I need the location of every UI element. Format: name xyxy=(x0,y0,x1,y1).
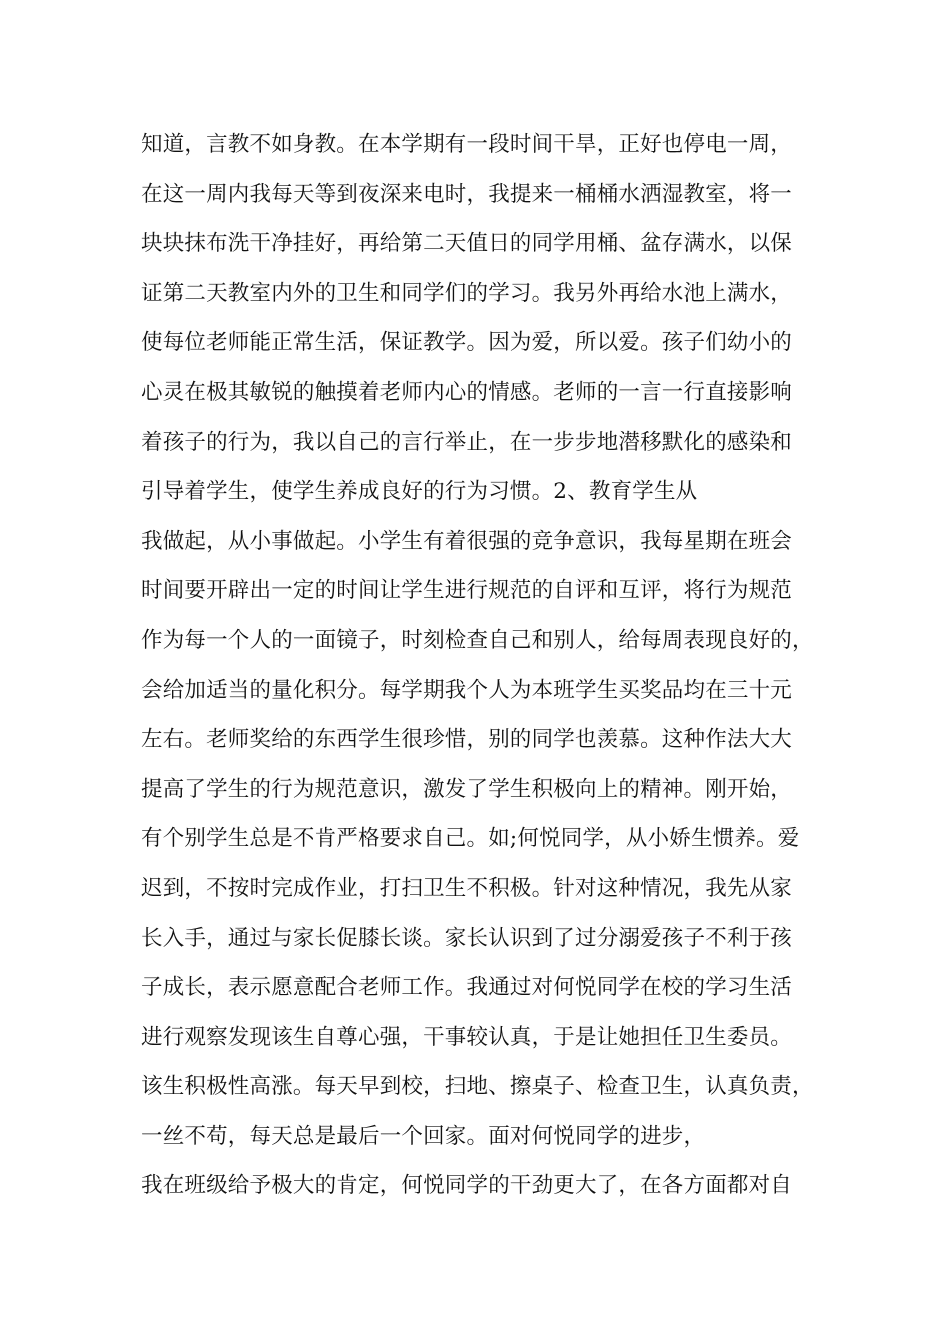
text-line: 提高了学生的行为规范意识，激发了学生积极向上的精神。刚开始， xyxy=(141,776,793,802)
text-line: 我做起，从小事做起。小学生有着很强的竞争意识，我每星期在班会 xyxy=(141,528,793,554)
text-line: 迟到，不按时完成作业，打扫卫生不积极。针对这种情况，我先从家 xyxy=(141,875,793,901)
text-line: 进行观察发现该生自尊心强，干事较认真，于是让她担任卫生委员。 xyxy=(141,1024,793,1050)
text-line: 一丝不苟，每天总是最后一个回家。面对何悦同学的进步， xyxy=(141,1123,706,1149)
text-line: 左右。老师奖给的东西学生很珍惜，别的同学也羡慕。这种作法大大 xyxy=(141,727,793,753)
text-line: 我在班级给予极大的肯定，何悦同学的干劲更大了，在各方面都对自 xyxy=(141,1173,793,1199)
text-line: 有个别学生总是不肯严格要求自己。如;何悦同学，从小娇生惯养。爱 xyxy=(141,826,800,852)
text-line: 该生积极性高涨。每天早到校，扫地、擦桌子、检查卫生，认真负责， xyxy=(141,1074,814,1100)
text-line: 证第二天教室内外的卫生和同学们的学习。我另外再给水池上满水， xyxy=(141,280,793,306)
text-line: 会给加适当的量化积分。每学期我个人为本班学生买奖品均在三十元 xyxy=(141,677,793,703)
text-line: 引导着学生，使学生养成良好的行为习惯。2、教育学生从 xyxy=(141,479,698,505)
text-line: 在这一周内我每天等到夜深来电时，我提来一桶桶水洒湿教室，将一 xyxy=(141,181,793,207)
body-text xyxy=(141,120,841,1211)
text-line: 时间要开辟出一定的时间让学生进行规范的自评和互评，将行为规范 xyxy=(141,578,793,604)
text-line: 知道，言教不如身教。在本学期有一段时间干旱，正好也停电一周， xyxy=(141,132,793,157)
text-line: 着孩子的行为，我以自己的言行举止，在一步步地潜移默化的感染和 xyxy=(141,429,793,455)
text-line: 使每位老师能正常生活，保证教学。因为爱，所以爱。孩子们幼小的 xyxy=(141,330,793,356)
text-line: 子成长，表示愿意配合老师工作。我通过对何悦同学在校的学习生活 xyxy=(141,975,793,1001)
text-line: 作为每一个人的一面镜子，时刻检查自己和别人，给每周表现良好的， xyxy=(141,627,814,653)
text-line: 块块抹布洗干净挂好，再给第二天值日的同学用桶、盆存满水，以保 xyxy=(141,231,793,257)
text-line: 长入手，通过与家长促膝长谈。家长认识到了过分溺爱孩子不利于孩 xyxy=(141,925,793,951)
text-line: 心灵在极其敏锐的触摸着老师内心的情感。老师的一言一行直接影响 xyxy=(141,379,793,405)
